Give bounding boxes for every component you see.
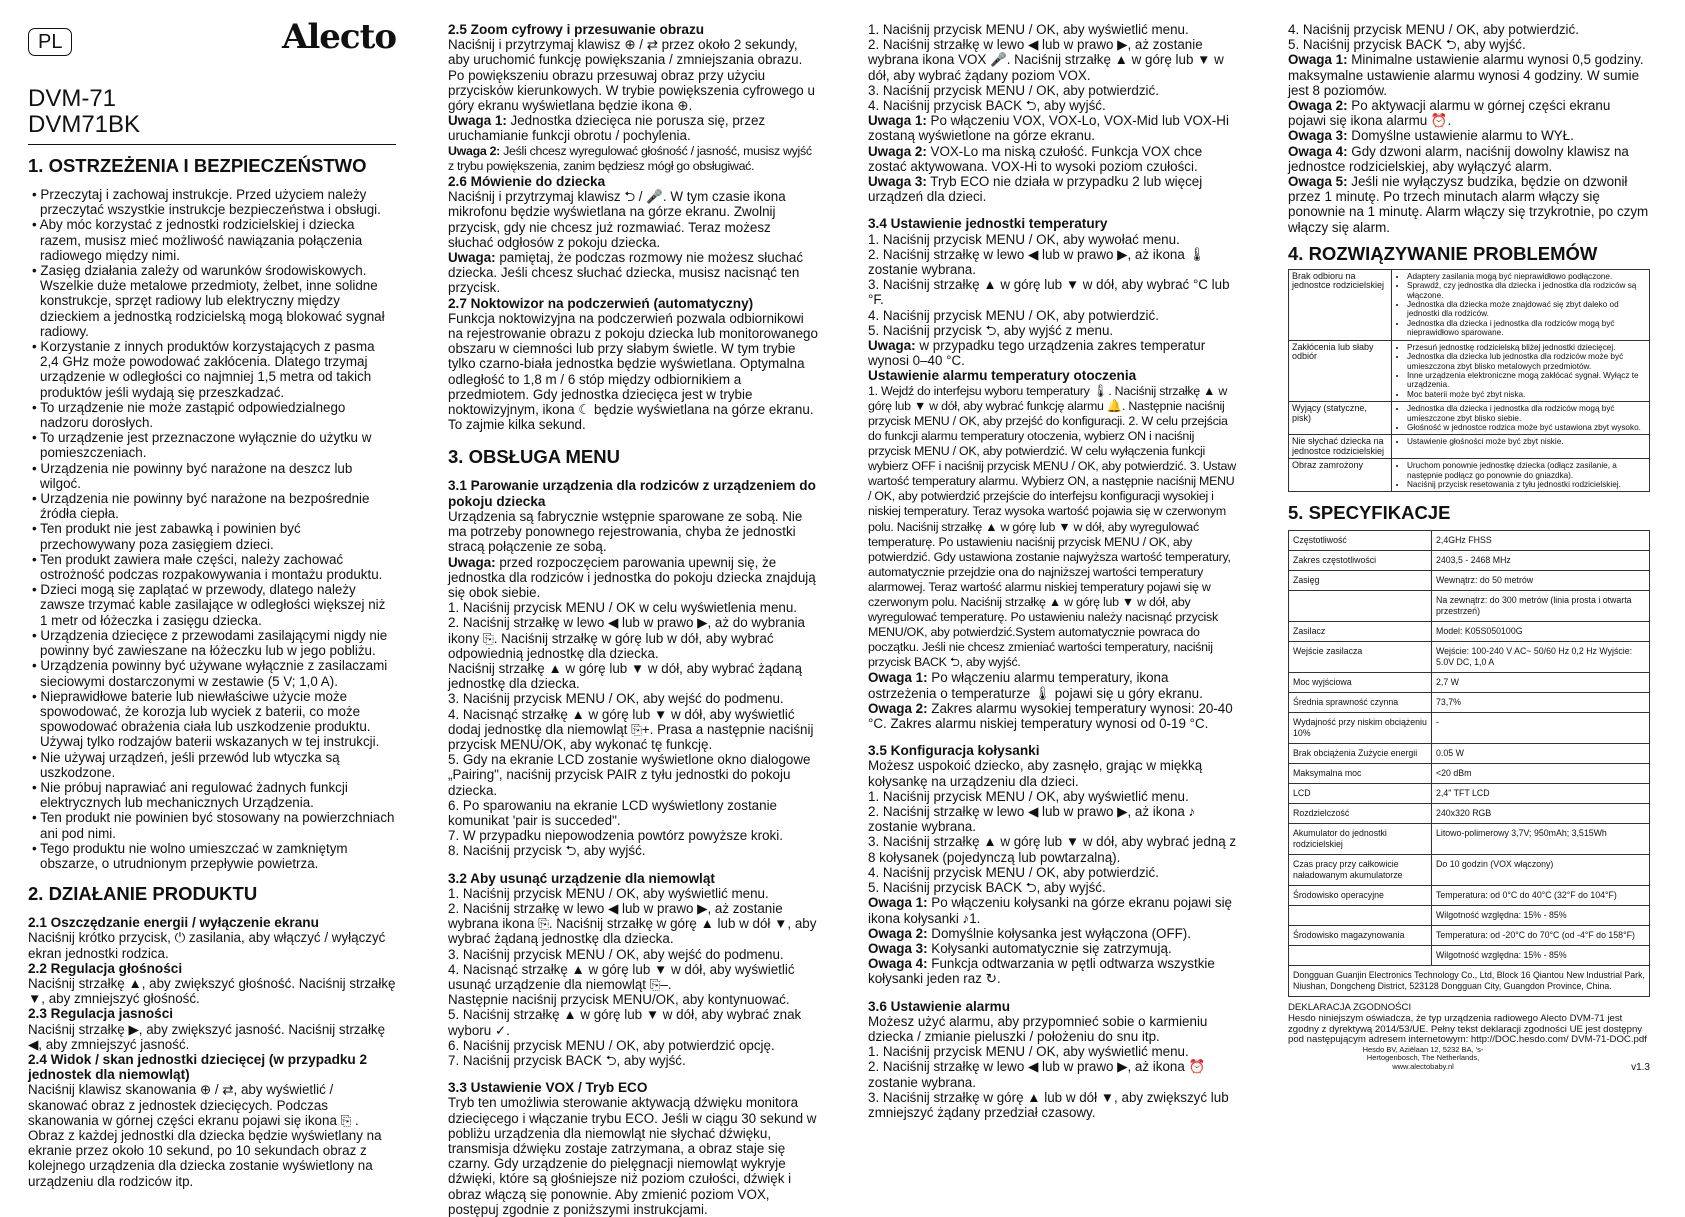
note-label: Owaga 4: <box>868 956 928 972</box>
solution-item: • Jednostka dla dziecka może znajdować się zbyt daleko od jednostki dla rodziców. <box>1407 300 1646 319</box>
spec-value: Temperatura: od 0°C do 40°C (32°F do 104°F) <box>1432 886 1650 906</box>
spec-name: Akumulator do jednostki rodzicielskiej <box>1289 824 1432 855</box>
warning-item: • Tego produktu nie wolno umieszczać w zamkniętym obszarze, o utrudnionym przepływie powietrza. <box>28 841 396 871</box>
solution-list <box>1395 461 1646 489</box>
vox-steps <box>868 22 1238 113</box>
note-text: Zakres alarmu wysokiej temperatury wynosi: 20-40 °C. Zakres alarmu niskiej temperatury wynosi od 0-19 °C. <box>868 700 1233 732</box>
spec-row <box>1289 946 1650 966</box>
spec-row <box>1289 622 1650 642</box>
section-3-title: 3. OBSŁUGA MENU <box>448 446 620 468</box>
section-3-1-heading: 3.1 Parowanie urządzenia dla rodziców z urządzeniem do pokoju dziecka <box>448 478 816 509</box>
section-2-5-heading: 2.5 Zoom cyfrowy i przesuwanie obrazu <box>448 22 705 37</box>
solution-cell <box>1392 459 1650 492</box>
section-2-2-text: Naciśnij strzałkę ▲, aby zwiększyć głośność. Naciśnij strzałkę ▼, aby zmniejszyć głośność. <box>28 975 396 1007</box>
solution-cell <box>1392 340 1650 401</box>
alarm-note-3 <box>1288 128 1650 143</box>
alarm-step: 3. Naciśnij strzałkę w górę ▲ lub w dół ▼, aby zwiększyć lub zmniejszyć żądany przedział czasowy. <box>868 1089 1229 1120</box>
section-3-4-note <box>868 338 1238 368</box>
spec-row <box>1289 673 1650 693</box>
spec-row <box>1289 886 1650 906</box>
warning-item: • Urządzenia dziecięce z przewodami zasilającymi nigdy nie powinny być zawieszane na łóżeczku lub w jego pobliżu. <box>28 628 396 658</box>
spec-row <box>1289 531 1650 551</box>
pairing-step: 2. Naciśnij strzałkę w lewo ◀ lub w prawo ▶, aż do wybrania ikony ⎘. Naciśnij strzałkę w górę lub w dół, aby wybrać odpowiednią jednostkę dla dziecka. <box>448 615 805 661</box>
note-label: Owaga 3: <box>868 940 928 956</box>
temperature-alarm-note-1 <box>868 670 1238 700</box>
solution-item: • Adaptery zasilania mogą być nieprawidłowo podłączone. <box>1407 272 1646 281</box>
lullaby-steps <box>868 789 1238 895</box>
alarm-note-5 <box>1288 174 1650 235</box>
spec-name: Wejście zasilacza <box>1289 642 1432 673</box>
spec-row <box>1289 642 1650 673</box>
section-2-5-note-1 <box>448 113 818 143</box>
note-label: Owaga 1: <box>1288 52 1348 68</box>
note-label: Owaga 2: <box>868 925 928 941</box>
section-3-3-note-2 <box>868 144 1238 174</box>
note-text: Jednostka dziecięca nie porusza się, przez uruchamianie funkcji obrotu / pochylenia. <box>448 113 766 144</box>
section-2-4-heading: 2.4 Widok / skan jednostki dziecięcej (w przypadku 2 jednostek dla niemowląt) <box>28 1051 368 1083</box>
section-2-7-heading: 2.7 Noktowizor na podczerwień (automatyczny) <box>448 295 754 311</box>
note-label: Owaga 5: <box>1288 174 1348 190</box>
lullaby-note-4 <box>868 956 1238 986</box>
remove-step: Następnie naciśnij przycisk MENU/OK, aby kontynuować. <box>448 992 790 1008</box>
spec-row <box>1289 906 1650 926</box>
spec-row <box>1289 764 1650 784</box>
note-label: Owaga 1: <box>868 670 928 686</box>
temperature-step: 4. Naciśnij przycisk MENU / OK, aby potwierdzić. <box>868 307 1159 323</box>
declaration-text: Hesdo niniejszym oświadcza, że typ urządzenia radiowego Alecto DVM-71 jest zgodny z dyrektywą 2014/53/UE. Pełny tekst deklaracji zgodności UE jest dostępny pod następującym adresem internetowym: http://DOC.hesdo.com/ DVM-71-DOC.pdf <box>1288 1012 1647 1046</box>
warning-item: • Nieprawidłowe baterie lub niewłaściwe użycie może spowodować, że korozja lub wyciek z baterii, co może spowodować obrażenia ciała lub uszkodzenie produktu. Używaj tylko rodzajów baterii wskazanych w tej instrukcji. <box>28 689 396 750</box>
spec-name: Brak obciążenia Zużycie energii <box>1289 744 1432 764</box>
spec-row <box>1289 693 1650 713</box>
manufacturer-cell: Dongguan Guanjin Electronics Technology Co., Ltd, Block 16 Qiantou New Industrial Park, Niushan, Dongcheng District, 523128 Dongguan City, Guangdon Province, China. <box>1289 966 1650 997</box>
remove-step: 4. Nacisnąć strzałkę ▲ w górę lub ▼ w dół, aby wyświetlić usunąć urządzenie dla niemowląt ⎘–. <box>448 961 795 992</box>
remove-step: 7. Naciśnij przycisk BACK ⮌, aby wyjść. <box>448 1053 686 1068</box>
note-text: Kołysanki automatycznie się zatrzymują. <box>931 940 1172 956</box>
temperature-alarm-heading: Ustawienie alarmu temperatury otoczenia <box>868 368 1137 384</box>
spec-row <box>1289 784 1650 804</box>
note-label: Owaga 2: <box>1288 98 1348 114</box>
warning-item: • Urządzenia powinny być używane wyłącznie z zasilaczami sieciowymi dostarczonymi w zestawie (5 V; 1,0 A). <box>28 658 396 688</box>
alarm-step: 4. Naciśnij przycisk MENU / OK, aby potwierdzić. <box>1288 22 1579 37</box>
section-3-3-text: Tryb ten umożliwia sterowanie aktywacją dźwięku monitora dziecięcego i włączanie trybu ECO. Jeśli w ciągu 30 sekund w pobliżu urządzenia dla niemowląt nie słychać dźwięku, transmisja dźwięku zostaje zatrzymana, a obraz staje się czarny. Gdy urządzenie do pielęgnacji niemowląt wykryje dźwięki, które są głośniejsze niż poziom czułości, dźwięk i obraz włączą się ponownie. Aby zmienić poziom VOX, postępuj zgodnie z poniższymi instrukcjami. <box>448 1095 817 1217</box>
spec-name: Średnia sprawność czynna <box>1289 693 1432 713</box>
alarm-steps-cont <box>1288 22 1650 52</box>
problem-cell: Zakłócenia lub słaby odbiór <box>1289 340 1392 401</box>
note-text: Po aktywacji alarmu w górnej części ekranu pojawi się ikona alarmu ⏰. <box>1288 98 1611 129</box>
note-text: Funkcja odtwarzania w pętli odtwarza wszystkie kołysanki jeden raz ↻. <box>868 956 1215 987</box>
spec-name <box>1289 906 1432 926</box>
note-text: VOX-Lo ma niską czułość. Funkcja VOX chce zostać aktywowana. VOX-Hi to wysoki poziom czułości. <box>868 143 1203 174</box>
spec-value: 2,4GHz FHSS <box>1432 531 1650 551</box>
temperature-unit-steps <box>868 232 1238 338</box>
spec-name: Maksymalna moc <box>1289 764 1432 784</box>
spec-name <box>1289 946 1432 966</box>
section-5-title: 5. SPECYFIKACJE <box>1288 502 1451 524</box>
note-text: pamiętaj, że podczas rozmowy nie możesz słuchać dziecka. Jeśli chcesz słuchać dziecka, musisz nacisnąć ten przycisk. <box>448 250 804 296</box>
vox-step: 1. Naciśnij przycisk MENU / OK, aby wyświetlić menu. <box>868 22 1189 37</box>
pairing-steps <box>448 600 818 858</box>
troubleshooting-row <box>1289 459 1650 492</box>
declaration <box>1288 1003 1650 1045</box>
note-label: Uwaga 2: <box>868 143 927 159</box>
section-3-2-heading: 3.2 Aby usunąć urządzenie dla niemowląt <box>448 870 715 886</box>
section-3-6-text: Możesz użyć alarmu, aby przypomnieć sobie o karmieniu dziecka / zmianie pieluszki / położeniu do snu itp. <box>868 1013 1208 1044</box>
warning-item: • Zasięg działania zależy od warunków środowiskowych. Wszelkie duże metalowe przedmioty, żelbet, inne solidne konstrukcje, sprzęt radiowy lub elektryczny między dzieckiem a jednostką rodzicielską mogą blokować sygnał radiowy. <box>28 263 396 339</box>
lullaby-step: 5. Naciśnij przycisk BACK ⮌, aby wyjść. <box>868 880 1106 896</box>
spec-row <box>1289 551 1650 571</box>
section-2-5-text: Naciśnij i przytrzymaj klawisz ⊕ / ⇄ przez około 2 sekundy, aby uruchomić funkcję powiększania / zmniejszania obrazu. Po powiększeniu obrazu przesuwaj obraz przy użyciu przycisków kierunkowych. W trybie powiększenia cyfrowego u góry ekranu wyświetlana będzie ikona ⊕. <box>448 37 815 114</box>
remove-steps <box>448 886 818 1068</box>
section-1-title: 1. OSTRZEŻENIA I BEZPIECZEŃSTWO <box>28 155 367 176</box>
solution-cell <box>1392 435 1650 459</box>
lullaby-step: 4. Naciśnij przycisk MENU / OK, aby potwierdzić. <box>868 864 1159 880</box>
note-text: przed rozpoczęciem parowania upewnij się, że jednostka dla rodziców i jednostka do pokoju dziecka znajdują się obok siebie. <box>448 554 816 600</box>
note-label: Uwaga 3: <box>868 174 927 190</box>
solution-item: • Uruchom ponownie jednostkę dziecka (odłącz zasilanie, a następnie podłącz go ponownie do gniazdka). <box>1407 461 1646 480</box>
note-label: Owaga 3: <box>1288 128 1348 144</box>
note-text: Jeśli chcesz wyregulować głośność / jasność, musisz wyjść z trybu powiększenia, zanim będziesz mógł go obsługiwać. <box>448 143 812 173</box>
note-label: Uwaga: <box>868 338 916 354</box>
troubleshooting-row <box>1289 340 1650 401</box>
spec-value: 2,4" TFT LCD <box>1432 784 1650 804</box>
spec-name: Czas pracy przy całkowicie naładowanym akumulatorze <box>1289 855 1432 886</box>
temperature-alarm-note-2 <box>868 701 1238 731</box>
language-badge: PL <box>28 28 72 56</box>
warning-item: • Urządzenia nie powinny być narażone na deszcz lub wilgoć. <box>28 461 396 491</box>
solution-item: • Jednostka dla dziecka i jednostka dla rodziców mogą być nieprawidłowo sparowane. <box>1407 319 1646 338</box>
spec-row <box>1289 804 1650 824</box>
vox-step: 4. Naciśnij przycisk BACK ⮌, aby wyjść. <box>868 98 1106 114</box>
spec-name: Zasięg <box>1289 571 1432 591</box>
spec-row <box>1289 591 1650 622</box>
brand-logo: Alecto <box>281 17 396 57</box>
spec-value: Do 10 godzin (VOX włączony) <box>1432 855 1650 886</box>
remove-step: 5. Naciśnij strzałkę ▲ w górę lub ▼ w dół, aby wybrać znak wyboru ✓. <box>448 1007 802 1038</box>
problem-cell: Brak odbioru na jednostce rodzicielskiej <box>1289 269 1392 340</box>
alarm-note-4 <box>1288 144 1650 174</box>
troubleshooting-row <box>1289 269 1650 340</box>
problem-cell: Obraz zamrożony <box>1289 459 1392 492</box>
section-2-5-note-2 <box>448 144 818 174</box>
spec-name: Moc wyjściowa <box>1289 673 1432 693</box>
note-text: Domyślne ustawienie alarmu to WYŁ. <box>1351 128 1574 144</box>
problem-cell: Wyjący (statyczne, pisk) <box>1289 402 1392 435</box>
spec-name: Wydajność przy niskim obciążeniu 10% <box>1289 713 1432 744</box>
spec-value: 73,7% <box>1432 693 1650 713</box>
note-text: Jeśli nie wyłączysz budzika, będzie on dzwonił przez 1 minutę. Po trzech minutach alarm włączy się ponownie na 1 minutę. Alarm włączy się trzykrotnie, po czym włączy się alarm. <box>1288 174 1649 235</box>
warning-item: • Ten produkt nie jest zabawką i powinien być przechowywany poza zasięgiem dzieci. <box>28 521 396 551</box>
troubleshooting-row <box>1289 402 1650 435</box>
spec-name: LCD <box>1289 784 1432 804</box>
warning-item: • Korzystanie z innych produktów korzystających z pasma 2,4 GHz może powodować zakłócenia. Dlatego trzymaj urządzenie w odległości co najmniej 1,5 metra od takich produktów jeśli wydają się przeszkadzać. <box>28 339 396 400</box>
specifications-table <box>1288 530 1650 997</box>
section-3-5-heading: 3.5 Konfiguracja kołysanki <box>868 743 1040 759</box>
declaration-title: DEKLARACJA ZGODNOŚCI <box>1288 1002 1412 1014</box>
section-2-1-heading: 2.1 Oszczędzanie energii / wyłączenie ekranu <box>28 915 319 931</box>
column-3 <box>868 22 1238 1120</box>
pairing-step: 5. Gdy na ekranie LCD zostanie wyświetlone okno dialogowe „Pairing", naciśnij przycisk PAIR z tyłu jednostki do pokoju dziecka. <box>448 752 811 798</box>
alarm-step: 1. Naciśnij przycisk MENU / OK, aby wyświetlić menu. <box>868 1044 1189 1060</box>
section-2-6-text: Naciśnij i przytrzymaj klawisz ⮌ / 🎤. W tym czasie ikona mikrofonu będzie wyświetlana na górze ekranu. Zwolnij przycisk, gdy nie chcesz już rozmawiać. Teraz możesz słuchać odgłosów z pokoju dziecka. <box>448 189 786 250</box>
note-label: Uwaga: <box>448 554 496 570</box>
solution-list <box>1395 272 1646 338</box>
note-text: Minimalne ustawienie alarmu wynosi 0,5 godziny. maksymalne ustawienie alarmu wynosi 4 godziny. W sumie jest 8 poziomów. <box>1288 52 1644 98</box>
solution-item: • Inne urządzenia elektroniczne mogą zakłócać sygnał. Wyłącz te urządzenia. <box>1407 371 1646 390</box>
solution-cell <box>1392 402 1650 435</box>
problem-cell: Nie słychać dziecka na jednostce rodzicielskiej <box>1289 435 1392 459</box>
solution-list <box>1395 343 1646 399</box>
warning-item: • Nie używaj urządzeń, jeśli przewód lub wtyczka są uszkodzone. <box>28 750 396 780</box>
vox-step: 2. Naciśnij strzałkę w lewo ◀ lub w prawo ▶, aż zostanie wybrana ikona VOX 🎤. Naciśnij strzałkę ▲ w górę lub ▼ w dół, aby wybrać żądany poziom VOX. <box>868 37 1224 83</box>
spec-row <box>1289 713 1650 744</box>
temperature-alarm-text: 1. Wejdź do interfejsu wyboru temperatury 🌡. Naciśnij strzałkę ▲ w górę lub ▼ w dół, aby wybrać funkcję alarmu 🔔. Następnie naciśnij przycisk MENU / OK, aby przejść do konfiguracji. 2. W celu przejścia do funkcji alarmu temperatury otoczenia, wybierz ON i naciśnij przycisk MENU / OK, aby potwierdzić. W celu wyłączenia funkcji wybierz OFF i naciśnij przycisk MENU / OK, aby potwierdzić. 3. Ustaw wartość temperatury alarmu. Wybierz ON, a następnie naciśnij MENU / OK, aby potwierdzić przejście do interfejsu konfiguracji wysokiej i niskiej temperatury. Teraz wysoka wartość pojawia się w czerwonym polu. Naciśnij strzałkę ▲ w górę lub ▼ w dół, aby wyregulować temperaturę. Po ustawieniu naciśnij przycisk MENU / OK, aby potwierdzić. Gdy ustawiona zostanie najwyższa wartość temperatury, automatycznie przejdzie ona do najniższej wartości temperatury alarmowej. Teraz wartość alarmu niskiej temperatury pojawi się w czerwonym polu. Naciśnij strzałkę ▲ w górę lub ▼ w dół, aby wyregulować temperaturę. Po ustawieniu należy nacisnąć przycisk MENU/OK, aby potwierdzić.System automatycznie powraca do początku. Jeśli nie chcesz zmieniać wartości temperatury, naciśnij przycisk BACK ⮌, aby wyjść. <box>868 383 1236 670</box>
alarm-note-1 <box>1288 52 1650 98</box>
spec-value: <20 dBm <box>1432 764 1650 784</box>
section-2-2-heading: 2.2 Regulacja głośności <box>28 960 183 976</box>
section-3-1-note <box>448 555 818 601</box>
section-2-3-heading: 2.3 Regulacja jasności <box>28 1006 174 1022</box>
section-4-title: 4. ROZWIĄZYWANIE PROBLEMÓW <box>1288 242 1598 264</box>
spec-name: Środowisko operacyjne <box>1289 886 1432 906</box>
solution-cell <box>1392 269 1650 340</box>
spec-value: 2403,5 - 2468 MHz <box>1432 551 1650 571</box>
spec-value: 240x320 RGB <box>1432 804 1650 824</box>
section-3-3-heading: 3.3 Ustawienie VOX / Tryb ECO <box>448 1080 648 1096</box>
version-label: v1.3 <box>1631 1062 1650 1074</box>
section-2-7-text: Funkcja noktowizyjna na podczerwień pozwala odbiornikowi na rejestrowanie obrazu z pokoju dziecka lub monitorowanego obszaru w ciemności lub przy słabym świetle. W tym trybie tylko czarno-biała jednostka będzie wyświetlana. Optymalna odległość to 1,8 m / 6 stóp między odbiornikiem a przedmiotem. Gdy jednostka dziecięca jest w trybie noktowizyjnym, ikona ☾ będzie wyświetlana na górze ekranu. To zajmie kilka sekund. <box>448 310 818 433</box>
spec-name: Zakres częstotliwości <box>1289 551 1432 571</box>
warning-item: • Ten produkt zawiera małe części, należy zachować ostrożność podczas rozpakowywania i montażu produktu. <box>28 552 396 582</box>
warning-item: • Dzieci mogą się zaplątać w przewody, dlatego należy zawsze trzymać kable zasilające w odległości większej niż 1 metr od łóżeczka i zasięgu dziecka. <box>28 582 396 628</box>
solution-list <box>1395 404 1646 432</box>
spec-value: Wilgotność względna: 15% - 85% <box>1432 946 1650 966</box>
spec-name: Środowisko magazynowania <box>1289 926 1432 946</box>
solution-item: • Sprawdź, czy jednostka dla dziecka i jednostka dla rodziców są włączone. <box>1407 281 1646 300</box>
spec-value: Model: K05S050100G <box>1432 622 1650 642</box>
spec-row <box>1289 926 1650 946</box>
section-3-3-note-1 <box>868 113 1238 143</box>
section-3-1-text: Urządzenia są fabrycznie wstępnie sparowane ze sobą. Nie ma potrzeby ponownego rejestrowania, chyba że jednostki stracą połączenie ze sobą. <box>448 508 803 555</box>
warning-item: • To urządzenie jest przeznaczone wyłącznie do użytku w pomieszczeniach. <box>28 430 396 460</box>
solution-item: • Moc baterii może być zbyt niska. <box>1407 390 1646 399</box>
spec-value: Wejście: 100-240 V AC~ 50/60 Hz 0,2 Hz Wyjście: 5.0V DC, 1,0 A <box>1432 642 1650 673</box>
warning-item: • Przeczytaj i zachowaj instrukcje. Przed użyciem należy przeczytać wszystkie instrukcje bezpieczeństwa i obsługi. <box>28 187 396 217</box>
lullaby-note-3 <box>868 941 1238 956</box>
model-name-1: DVM-71 <box>28 85 117 112</box>
temperature-step: 5. Naciśnij przycisk ⮌, aby wyjść z menu. <box>868 322 1114 338</box>
note-label: Uwaga 2: <box>448 143 500 158</box>
vox-step: 3. Naciśnij przycisk MENU / OK, aby potwierdzić. <box>868 82 1159 98</box>
temperature-step: 2. Naciśnij strzałkę w lewo ◀ lub w prawo ▶, aż ikona 🌡 zostanie wybrana. <box>868 246 1206 278</box>
lullaby-step: 3. Naciśnij strzałkę ▲ w górę lub ▼ w dół, aby wybrać jedną z 8 kołysanek (pojedynczą lub powtarzalną). <box>868 834 1237 865</box>
pairing-step: Naciśnij strzałkę ▲ w górę lub ▼ w dół, aby wybrać żądaną jednostkę dla dziecka. <box>448 660 802 692</box>
note-label: Owaga 2: <box>868 700 928 716</box>
note-label: Uwaga 1: <box>868 113 927 129</box>
pairing-step: 1. Naciśnij przycisk MENU / OK w celu wyświetlenia menu. <box>448 600 797 616</box>
spec-name: Częstotliwość <box>1289 531 1432 551</box>
lullaby-note-2 <box>868 926 1238 941</box>
alarm-step: 2. Naciśnij strzałkę w lewo ◀ lub w prawo ▶, aż ikona ⏰ zostanie wybrana. <box>868 1059 1206 1090</box>
spec-row <box>1289 824 1650 855</box>
column-1 <box>28 17 396 1189</box>
section-2-1-text: Naciśnij krótko przycisk, ⏻ zasilania, aby włączyć / wyłączyć ekran jednostki rodzica. <box>28 930 386 961</box>
spec-name: Rozdzielczość <box>1289 804 1432 824</box>
spec-value: Temperatura: od -20°C do 70°C (od -4°F do 158°F) <box>1432 926 1650 946</box>
spec-row <box>1289 571 1650 591</box>
pairing-step: 6. Po sparowaniu na ekranie LCD wyświetlony zostanie komunikat 'pair is succeded". <box>448 797 777 828</box>
note-text: w przypadku tego urządzenia zakres temperatur wynosi 0–40 °C. <box>868 338 1206 369</box>
remove-step: 3. Naciśnij przycisk MENU / OK, aby wejść do podmenu. <box>448 946 784 962</box>
section-2-4-text: Naciśnij klawisz skanowania ⊕ / ⇄, aby wyświetlić / skanować obraz z jednostek dziecięcych. Podczas skanowania w górnej części ekranu pojawi się ikona ⎘ . Obraz z każdej jednostki dla dziecka będzie wyświetlany na ekranie przez około 10 sekund, po 10 sekundach obraz z kolejnego urządzenia dla dziecka zostanie wyświetlony na urządzeniu dla rodziców itp. <box>28 1082 382 1189</box>
pairing-step: 4. Nacisnąć strzałkę ▲ w górę lub ▼ w dół, aby wyświetlić dodaj jednostkę dla niemowląt ⎘+. Prasa a następnie naciśnij przycisk MENU/OK, aby wykonać tę funkcję. <box>448 706 814 752</box>
troubleshooting-row <box>1289 435 1650 459</box>
warning-item: • To urządzenie nie może zastąpić odpowiedzialnego nadzoru dorosłych. <box>28 400 396 430</box>
note-text: Domyślnie kołysanka jest wyłączona (OFF). <box>931 925 1191 941</box>
remove-step: 2. Naciśnij strzałkę w lewo ◀ lub w prawo ▶, aż zostanie wybrana ikona ⎘. Naciśnij strzałkę w górę ▲ lub w dół ▼, aby wybrać żądaną jednostkę dla dziecka. <box>448 900 817 947</box>
section-2-6-heading: 2.6 Mówienie do dziecka <box>448 174 606 190</box>
company-address: Hesdo BV, Aziëlaan 12, 5232 BA, 's-Hertogenbosch, The Netherlands, www.alectobaby.nl <box>1362 1044 1484 1071</box>
column-4 <box>1288 22 1650 1072</box>
note-text: Po włączeniu VOX, VOX-Lo, VOX-Mid lub VOX-Hi zostaną wyświetlone na górze ekranu. <box>868 113 1229 144</box>
solution-item: • Przesuń jednostkę rodzicielską bliżej jednostki dziecięcej. <box>1407 343 1646 352</box>
section-2-title: 2. DZIAŁANIE PRODUKTU <box>28 883 258 905</box>
alarm-note-2 <box>1288 98 1650 128</box>
pairing-step: 8. Naciśnij przycisk ⮌, aby wyjść. <box>448 843 646 859</box>
section-3-6-heading: 3.6 Ustawienie alarmu <box>868 998 1011 1014</box>
spec-row <box>1289 855 1650 886</box>
lullaby-step: 2. Naciśnij strzałkę w lewo ◀ lub w prawo ▶, aż ikona ♪ zostanie wybrana. <box>868 804 1196 835</box>
header-divider <box>28 144 396 145</box>
model-name-2: DVM71BK <box>28 111 141 138</box>
troubleshooting-table <box>1288 269 1650 493</box>
spec-value: Wilgotność względna: 15% - 85% <box>1432 906 1650 926</box>
note-label: Uwaga 1: <box>448 113 507 129</box>
section-2-6-note <box>448 250 818 296</box>
solution-list <box>1395 437 1646 446</box>
note-label: Owaga 1: <box>868 895 928 911</box>
note-label: Uwaga: <box>448 250 496 266</box>
note-text: Po włączeniu alarmu temperatury, ikona ostrzeżenia o temperaturze 🌡 pojawi się u góry ekranu. <box>868 670 1203 701</box>
section-2-3-text: Naciśnij strzałkę ▶, aby zwiększyć jasność. Naciśnij strzałkę ◀, aby zmniejszyć jasność. <box>28 1021 386 1052</box>
spec-row <box>1289 744 1650 764</box>
warnings-list <box>28 187 396 871</box>
spec-value: Wewnątrz: do 50 metrów <box>1432 571 1650 591</box>
solution-item: • Ustawienie głośności może być zbyt niskie. <box>1407 437 1646 446</box>
note-text: Po włączeniu kołysanki na górze ekranu pojawi się ikona kołysanki ♪1. <box>868 895 1232 926</box>
spec-row <box>1289 966 1650 997</box>
pairing-step: 7. W przypadku niepowodzenia powtórz powyższe kroki. <box>448 828 783 844</box>
warning-item: • Aby móc korzystać z jednostki rodzicielskiej i dziecka razem, musisz mieć możliwość nawiązania połączenia radiowego między nimi. <box>28 217 396 263</box>
solution-item: • Naciśnij przycisk resetowania z tyłu jednostki rodzicielskiej. <box>1407 480 1646 489</box>
temperature-step: 3. Naciśnij strzałkę ▲ w górę lub ▼ w dół, aby wybrać °C lub °F. <box>868 277 1230 308</box>
note-label: Owaga 4: <box>1288 143 1348 159</box>
warning-item: • Nie próbuj naprawiać ani regulować żadnych funkcji elektrycznych lub mechanicznych Urządzenia. <box>28 780 396 810</box>
remove-step: 1. Naciśnij przycisk MENU / OK, aby wyświetlić menu. <box>448 885 769 901</box>
spec-name: Zasilacz <box>1289 622 1432 642</box>
remove-step: 6. Naciśnij przycisk MENU / OK, aby potwierdzić opcję. <box>448 1037 775 1053</box>
note-text: Gdy dzwoni alarm, naciśnij dowolny klawisz na jednostce rodzicielskiej, aby wyłączyć alarm. <box>1288 143 1629 174</box>
solution-item: • Jednostka dla dziecka lub jednostka dla rodziców może być umieszczona zbyt blisko metalowych przedmiotów. <box>1407 352 1646 371</box>
spec-value: Litowo-polimerowy 3,7V; 950mAh; 3,515Wh <box>1432 824 1650 855</box>
section-3-5-text: Możesz uspokoić dziecko, aby zasnęło, grając w miękką kołysankę na urządzeniu dla dzieci. <box>868 758 1203 789</box>
spec-value: 0.05 W <box>1432 744 1650 764</box>
warning-item: • Urządzenia nie powinny być narażone na bezpośrednie źródła ciepła. <box>28 491 396 521</box>
alarm-step: 5. Naciśnij przycisk BACK ⮌, aby wyjść. <box>1288 37 1526 53</box>
column-2 <box>448 22 818 1217</box>
pairing-step: 3. Naciśnij przycisk MENU / OK, aby wejść do podmenu. <box>448 691 784 707</box>
lullaby-note-1 <box>868 895 1238 925</box>
section-3-3-note-3 <box>868 174 1238 204</box>
temperature-step: 1. Naciśnij przycisk MENU / OK, aby wywołać menu. <box>868 231 1180 247</box>
solution-item: • Jednostka dla dziecka i jednostka dla rodziców mogą być umieszczone zbyt blisko siebie. <box>1407 404 1646 423</box>
spec-name <box>1289 591 1432 622</box>
lullaby-step: 1. Naciśnij przycisk MENU / OK, aby wyświetlić menu. <box>868 788 1189 804</box>
alarm-steps <box>868 1044 1238 1120</box>
spec-value: 2,7 W <box>1432 673 1650 693</box>
spec-value: - <box>1432 713 1650 744</box>
solution-item: • Głośność w jednostce rodzica może być ustawiona zbyt wysoko. <box>1407 423 1646 432</box>
note-text: Tryb ECO nie działa w przypadku 2 lub więcej urządzeń dla dzieci. <box>868 174 1203 205</box>
spec-value: Na zewnątrz: do 300 metrów (linia prosta i otwarta przestrzeń) <box>1432 591 1650 622</box>
section-3-4-heading: 3.4 Ustawienie jednostki temperatury <box>868 216 1108 232</box>
warning-item: • Ten produkt nie powinien być stosowany na powierzchniach ani pod nimi. <box>28 810 396 840</box>
